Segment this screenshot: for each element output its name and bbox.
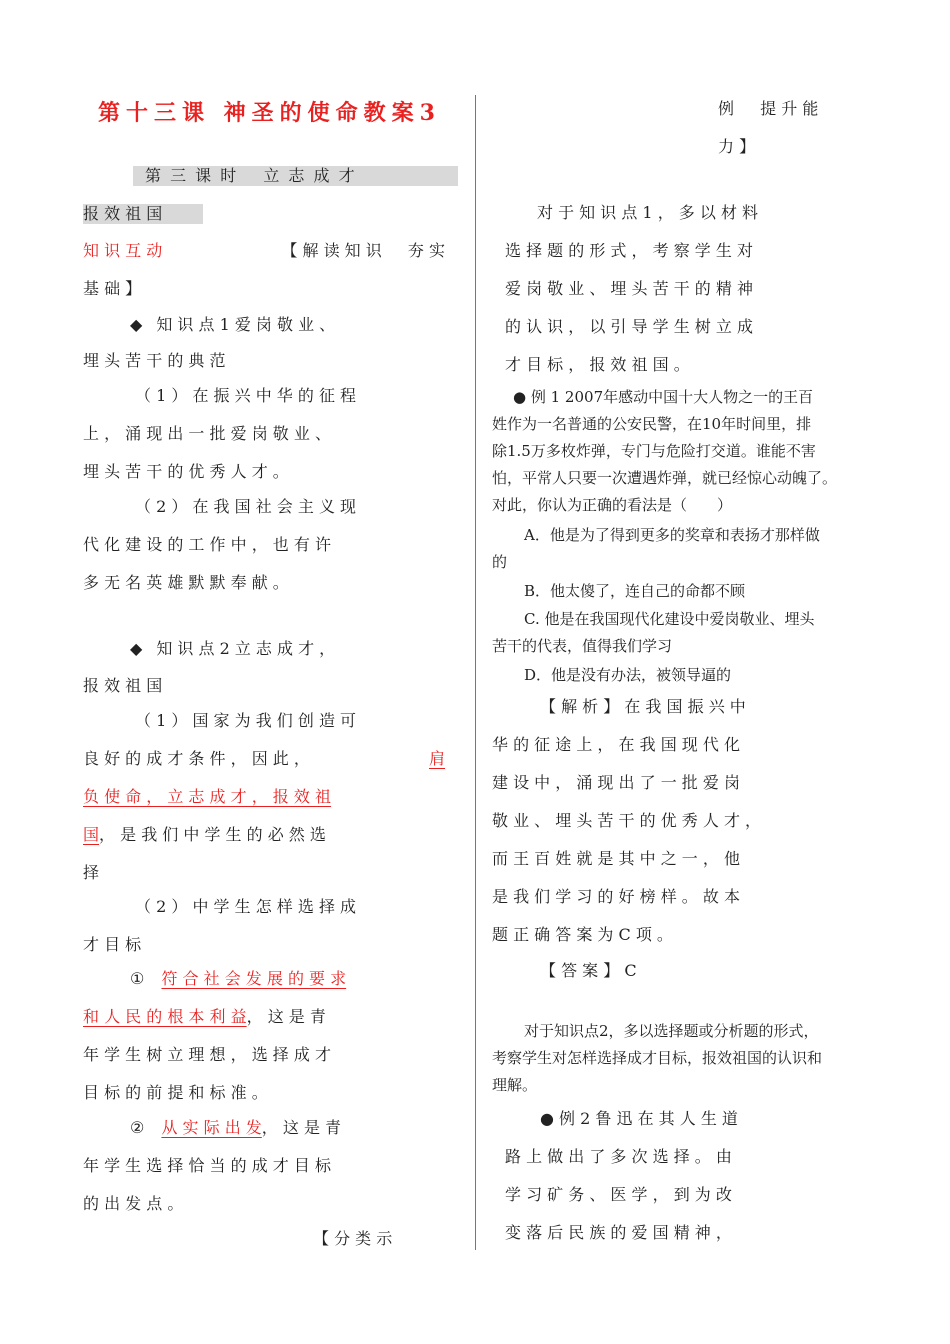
kp1-heading bbox=[130, 312, 335, 335]
intro1-line5: 才 目 标 ， 报 效 祖 国 。 bbox=[505, 355, 690, 374]
example1-line1: ● 例 1 2007年感动中国十大人物之一的王百 bbox=[513, 388, 814, 406]
kp2-title: 知 识 点 2 立 志 成 才 ， bbox=[156, 639, 336, 658]
example2-line1: ● 例 2 鲁 迅 在 其 人 生 道 bbox=[540, 1109, 738, 1128]
kp1-para1-line1: （ 1 ） 在 振 兴 中 华 的 征 程 bbox=[135, 386, 357, 405]
intro2-line1: 对于知识点2，多以选择题或分析题的形式， bbox=[524, 1022, 819, 1040]
diamond-bullet-icon: ◆ bbox=[130, 315, 143, 334]
option-c-line1: C. 他是在我国现代化建设中爱岗敬业、埋头 bbox=[524, 610, 815, 628]
diamond-bullet-icon: ◆ bbox=[130, 639, 143, 658]
option-a-line2: 的 bbox=[492, 553, 508, 571]
interact-heading-2: 基 础 】 bbox=[83, 279, 142, 298]
kp2-para1-line5: 择 bbox=[83, 863, 100, 882]
kp1-para2-line2: 代 化 建 设 的 工 作 中 ， 也 有 许 bbox=[83, 535, 331, 554]
kp1-para1-line2-wrap bbox=[83, 421, 445, 444]
option-d: D．他是没有办法，被领导逼的 bbox=[524, 666, 732, 684]
example1-line5: 对此，你认为正确的看法是（ ） bbox=[492, 496, 733, 514]
section-heading: 第 三 课 时 立 志 成 才 bbox=[145, 166, 357, 185]
kp2-criterion1-line3: 年 学 生 树 立 理 想 ， 选 择 成 才 bbox=[83, 1045, 331, 1064]
analysis-line2: 华 的 征 途 上 ， 在 我 国 现 代 化 bbox=[492, 735, 740, 754]
kp2-criterion2-line1 bbox=[130, 1115, 341, 1138]
criterion1-emphasis: 符 合 社 会 发 展 的 要 求 bbox=[161, 969, 347, 988]
example1-line4: 怕，平常人只要一次遭遇炸弹，就已经惊心动魄了。 bbox=[492, 469, 838, 487]
page-title: 第十三课 神圣的使命教案3 bbox=[98, 100, 441, 126]
kp2-title-2: 报 效 祖 国 bbox=[83, 676, 163, 695]
kp2-para1-line2 bbox=[83, 746, 445, 769]
kp2-para2-line1: （ 2 ） 中 学 生 怎 样 选 择 成 bbox=[135, 897, 357, 916]
intro1-line3: 爱 岗 敬 业 、 埋 头 苦 干 的 精 神 bbox=[505, 279, 753, 298]
analysis-line3: 建 设 中 ， 涌 现 出 了 一 批 爱 岗 bbox=[492, 773, 740, 792]
example2-line3: 学 习 矿 务 、 医 学 ， 到 为 改 bbox=[505, 1185, 732, 1204]
intro2-line3: 理解。 bbox=[492, 1076, 538, 1094]
kp2-criterion1-line1 bbox=[130, 966, 346, 989]
kp2-criterion2-line2: 年 学 生 选 择 恰 当 的 成 才 目 标 bbox=[83, 1156, 331, 1175]
kp2-criterion1-line4: 目 标 的 前 提 和 标 准 。 bbox=[83, 1083, 268, 1102]
example1-line3: 除1.5万多枚炸弹，专门与危险打交道。谁能不害 bbox=[492, 442, 816, 460]
kp2-para1-line1: （ 1 ） 国 家 为 我 们 创 造 可 bbox=[135, 711, 357, 730]
intro1-line2: 选 择 题 的 形 式 ， 考 察 学 生 对 bbox=[505, 241, 753, 260]
option-a-line1: A．他是为了得到更多的奖章和表扬才那样做 bbox=[524, 526, 820, 544]
criterion2-emphasis: 从 实 际 出 发 bbox=[161, 1118, 262, 1137]
left-column-footer: 【 分 类 示 bbox=[313, 1229, 393, 1248]
kp2-para1-emphasis-end: 国 bbox=[83, 825, 100, 844]
kp2-para1-line4-text: ， 是 我 们 中 学 生 的 必 然 选 bbox=[99, 825, 326, 844]
section-heading-bar bbox=[133, 166, 458, 186]
intro2-line2: 考察学生对怎样选择成才目标，报效祖国的认识和 bbox=[492, 1049, 823, 1067]
answer-line: 【 答 案 】 C bbox=[540, 961, 637, 980]
kp2-heading bbox=[130, 636, 335, 659]
circled-number-2: ② bbox=[130, 1118, 145, 1137]
section-heading-bar-2 bbox=[83, 204, 203, 224]
kp1-para1-line2: 上 ， 涌 现 出 一 批 爱 岗 敬 业 、 bbox=[83, 424, 331, 443]
analysis-line4: 敬 业 、 埋 头 苦 干 的 优 秀 人 才 ， bbox=[492, 811, 762, 830]
intro1-line1: 对 于 知 识 点 1 ， 多 以 材 料 bbox=[537, 203, 759, 222]
analysis-line7: 题 正 确 答 案 为 C 项 。 bbox=[492, 925, 673, 944]
section-heading-2: 报 效 祖 国 bbox=[83, 204, 163, 223]
kp1-title: 知 识 点 1 爱 岗 敬 业 、 bbox=[156, 315, 336, 334]
right-header-2: 力 】 bbox=[718, 137, 756, 156]
example2-line2: 路 上 做 出 了 多 次 选 择 。 由 bbox=[505, 1147, 732, 1166]
kp1-para2-line3: 多 无 名 英 雄 默 默 奉 献 。 bbox=[83, 573, 289, 592]
criterion2-text: ， 这 是 青 bbox=[261, 1118, 342, 1137]
kp1-para1-line3: 埋 头 苦 干 的 优 秀 人 才 。 bbox=[83, 462, 289, 481]
kp2-criterion2-line3: 的 出 发 点 。 bbox=[83, 1194, 184, 1213]
interact-heading: 【 解 读 知 识 夯 实 bbox=[281, 241, 445, 260]
kp2-para1-line2-text: 良 好 的 成 才 条 件 ， 因 此 ， bbox=[83, 749, 310, 768]
kp2-para2-line2: 才 目 标 bbox=[83, 935, 142, 954]
kp2-criterion1-line2 bbox=[83, 1004, 326, 1027]
kp2-para1-emphasis: 负 使 命 ， 立 志 成 才 ， 报 效 祖 bbox=[83, 787, 331, 806]
circled-number-1: ① bbox=[130, 969, 145, 988]
example2-line4: 变 落 后 民 族 的 爱 国 精 神 ， bbox=[505, 1223, 732, 1242]
criterion1-text: ， 这 是 青 bbox=[246, 1007, 326, 1026]
kp1-title-2: 埋 头 苦 干 的 典 范 bbox=[83, 351, 226, 370]
interact-line bbox=[83, 238, 445, 261]
intro1-line4: 的 认 识 ， 以 引 导 学 生 树 立 成 bbox=[505, 317, 753, 336]
kp1-para2-line1: （ 2 ） 在 我 国 社 会 主 义 现 bbox=[135, 497, 357, 516]
kp2-para1-emphasis-start: 肩 bbox=[428, 749, 445, 768]
analysis-line6: 是 我 们 学 习 的 好 榜 样 。 故 本 bbox=[492, 887, 740, 906]
option-b: B．他太傻了，连自己的命都不顾 bbox=[524, 582, 746, 600]
option-c-line2: 苦干的代表，值得我们学习 bbox=[492, 637, 673, 655]
criterion1-emphasis-2: 和 人 民 的 根 本 利 益 bbox=[83, 1007, 247, 1026]
kp2-para1-line4 bbox=[83, 822, 326, 845]
column-divider bbox=[475, 95, 476, 1250]
analysis-line1: 【 解 析 】 在 我 国 振 兴 中 bbox=[540, 697, 746, 716]
right-header-1: 例 提 升 能 bbox=[718, 99, 819, 118]
analysis-line5: 而 王 百 姓 就 是 其 中 之 一 ， 他 bbox=[492, 849, 740, 868]
example1-line2: 姓作为一名普通的公安民警，在10年时间里，排 bbox=[492, 415, 812, 433]
interact-label: 知 识 互 动 bbox=[83, 241, 163, 260]
